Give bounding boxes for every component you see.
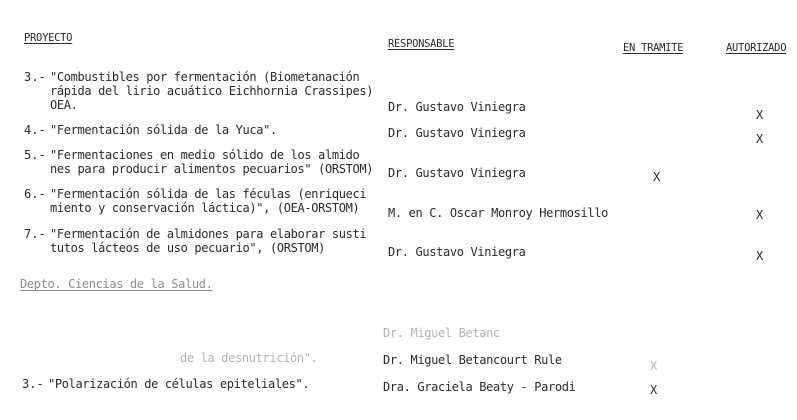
en-tramite-mark: X — [650, 383, 658, 397]
en-tramite-mark: X — [650, 359, 658, 373]
project-line: miento y conservación láctica)", (OEA-ORSTOM) — [50, 201, 360, 215]
autorizado-mark: X — [756, 208, 764, 222]
header-proyecto: PROYECTO — [24, 32, 73, 44]
header-autorizado: AUTORIZADO — [726, 42, 787, 54]
project-line: "Fermentación de almidones para elaborar susti — [50, 227, 367, 241]
responsable-name: Dr. Gustavo Viniegra — [388, 126, 526, 140]
autorizado-mark: X — [756, 108, 764, 122]
row-number: 5.- — [24, 148, 46, 162]
project-line: nes para producir alimentos pecuarios" (ORSTOM) — [50, 162, 374, 176]
project-line: "Fermentación sólida de las féculas (enriqueci — [50, 187, 367, 201]
row-number: 4.- — [24, 123, 46, 137]
responsable-name: M. en C. Oscar Monroy Hermosillo — [388, 206, 608, 220]
project-line: de la desnutrición". — [180, 351, 318, 365]
project-line: tutos lácteos de uso pecuario", (ORSTOM) — [50, 241, 325, 255]
project-line: "Fermentaciones en medio sólido de los almido — [50, 148, 360, 162]
header-en-tramite: EN TRAMITE — [623, 42, 684, 54]
project-line: rápida del lirio acuático Eichhornia Crassipes) — [50, 84, 374, 98]
autorizado-mark: X — [756, 132, 764, 146]
section-heading: Depto. Ciencias de la Salud. — [20, 277, 213, 291]
header-responsable: RESPONSABLE — [388, 38, 455, 50]
project-line: "Polarización de células epiteliales". — [48, 377, 310, 391]
row-number: 6.- — [24, 187, 46, 201]
row-number: 3.- — [22, 377, 44, 391]
responsable-name: Dr. Miguel Betancourt Rule — [383, 353, 562, 367]
row-number: 7.- — [24, 227, 46, 241]
autorizado-mark: X — [756, 249, 764, 263]
en-tramite-mark: X — [653, 170, 661, 184]
responsable-name: Dr. Gustavo Viniegra — [388, 166, 526, 180]
project-line: "Fermentación sólida de la Yuca". — [50, 123, 277, 137]
responsable-name: Dr. Miguel Betanc — [383, 326, 500, 340]
project-line: OEA. — [50, 98, 78, 112]
row-number: 3.- — [24, 70, 46, 84]
responsable-name: Dra. Graciela Beaty - Parodi — [383, 380, 576, 394]
responsable-name: Dr. Gustavo Viniegra — [388, 100, 526, 114]
project-line: "Combustibles por fermentación (Biometanación — [50, 70, 360, 84]
responsable-name: Dr. Gustavo Viniegra — [388, 245, 526, 259]
